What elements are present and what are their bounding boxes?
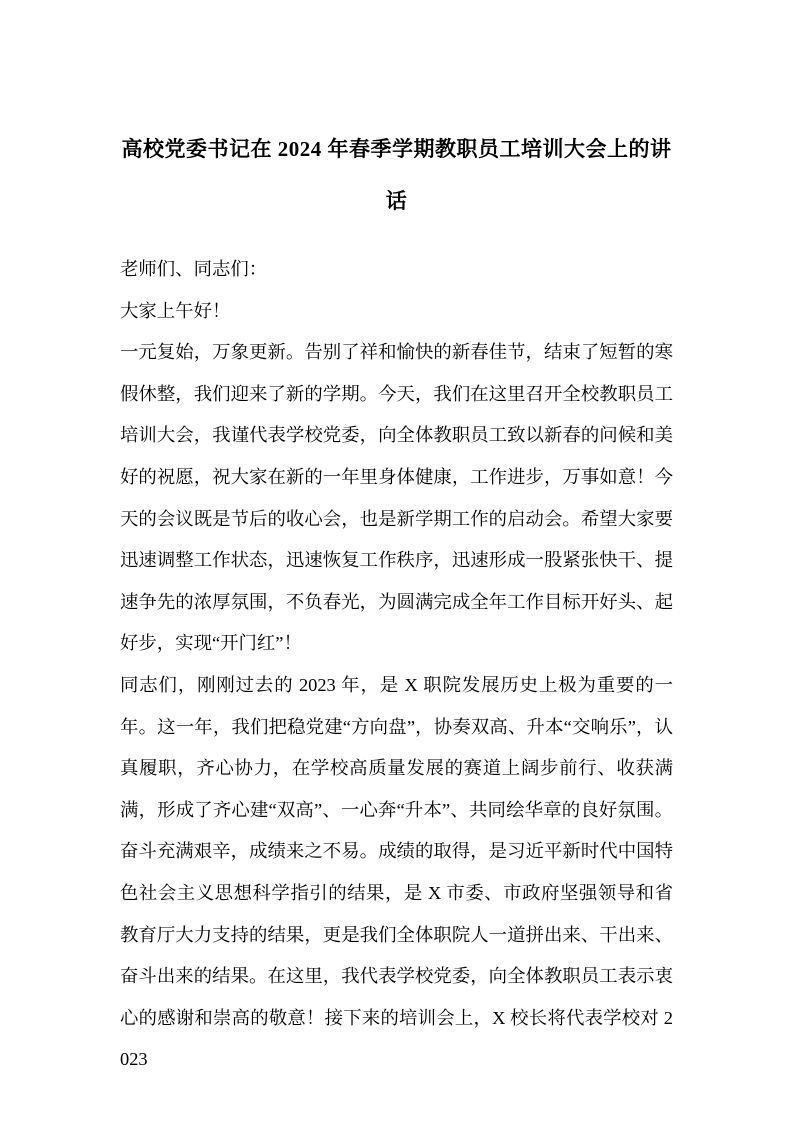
paragraph: 同志们，刚刚过去的 2023 年，是 X 职院发展历史上极为重要的一年。这一年，我们把稳党建“方向盘”，协奏双高、升本“交响乐”，认真履职，齐心协力，在学校高质量发展的赛道上阔步前行、收获满满，形成了齐心建“双高”、一心奔“升本”、共同绘华章的良好氛围。奋斗充满艰辛，成绩来之不易。成绩的取得，是习近平新时代中国特色社会主义思想科学指引的结果，是 X 市委、市政府坚强领导和省教育厅大力支持的结果，更是我们全体职院人一道拼出来、干出来、奋斗出来的结果。在这里，我代表学校党委，向全体教职员工表示衷心的感谢和崇高的敬意！接下来的培训会上，X 校长将代表学校对 2023 (120, 674, 673, 1070)
document-body (120, 249, 673, 1081)
paragraph: 大家上午好！ (120, 300, 231, 321)
paragraph: 一元复始，万象更新。告别了祥和愉快的新春佳节，结束了短暂的寒假休整，我们迎来了新的学期。今天，我们在这里召开全校教职员工培训大会，我谨代表学校党委，向全体教职员工致以新春的问候和美好的祝愿，祝大家在新的一年里身体健康，工作进步，万事如意！今天的会议既是节后的收心会，也是新学期工作的启动会。希望大家要迅速调整工作状态，迅速恢复工作秩序，迅速形成一股紧张快干、提速争先的浓厚氛围，不负春光，为圆满完成全年工作目标开好头、起好步，实现“开门红”！ (120, 342, 673, 654)
paragraph: 老师们、同志们： (120, 259, 268, 279)
document-title: 高校党委书记在 2024 年春季学期教职员工培训大会上的讲话 (121, 137, 672, 213)
